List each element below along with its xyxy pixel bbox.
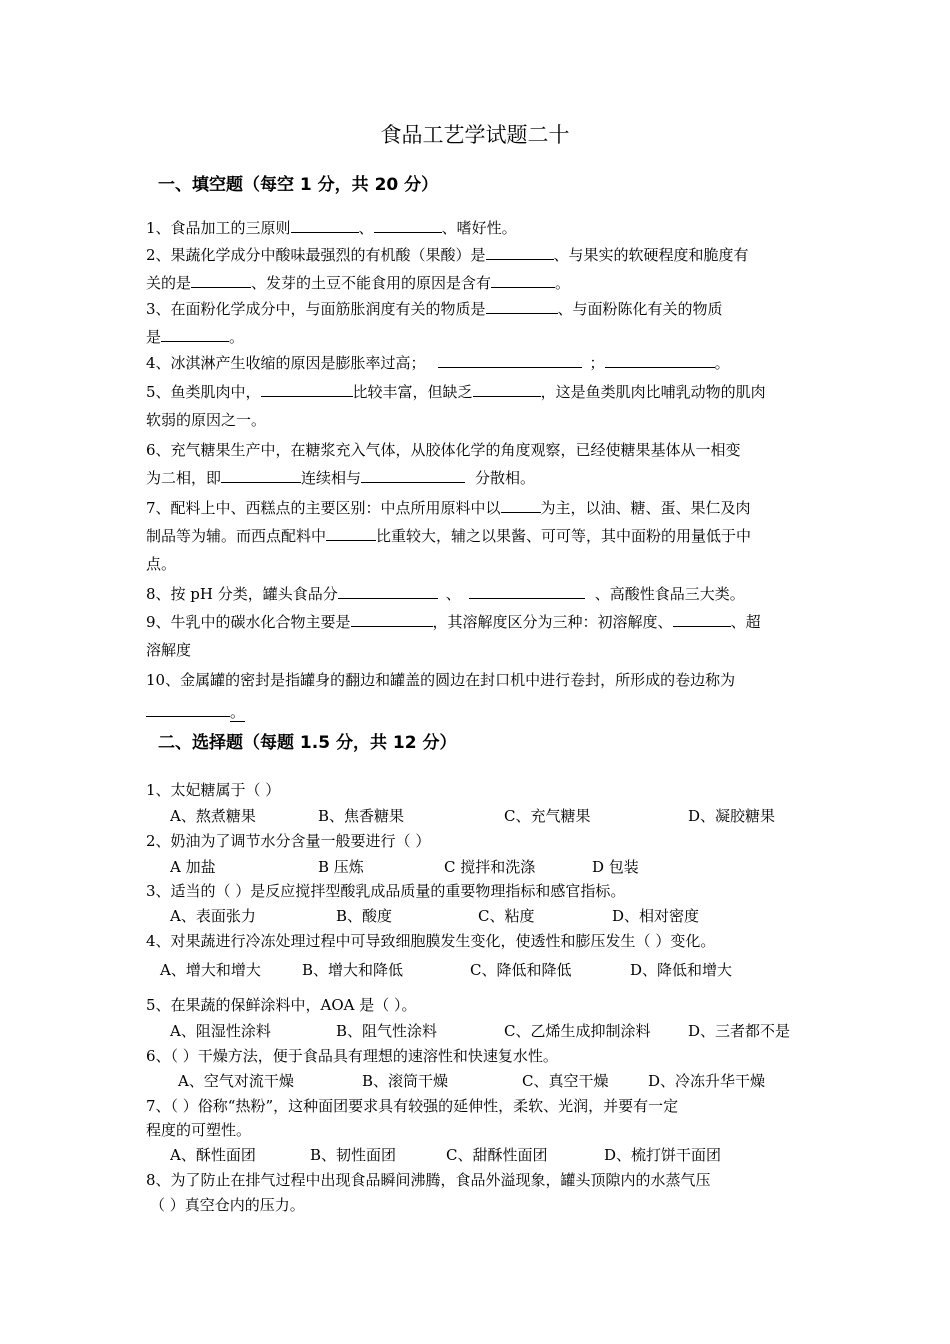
option-c[interactable]: C、粘度 xyxy=(478,907,535,925)
option-d[interactable]: D、梳打饼干面团 xyxy=(604,1146,722,1164)
option-a[interactable]: A、表面张力 xyxy=(170,907,256,925)
answer-blank xyxy=(291,215,359,233)
fill-question-5: 5、鱼类肌肉中， 比较丰富，但缺乏 ，这是鱼类肌肉比哺乳动物的肌肉 软弱的原因之一。 xyxy=(146,378,810,434)
option-c[interactable]: C、乙烯生成抑制涂料 xyxy=(504,1022,651,1040)
choice-question-8-cont: （ ）真空仓内的压力。 xyxy=(150,1196,305,1214)
option-a[interactable]: A、阻湿性涂料 xyxy=(170,1022,271,1040)
answer-blank xyxy=(486,242,554,260)
choice-question-2: 2、奶油为了调节水分含量一般要进行（ ） xyxy=(146,832,431,850)
fill-question-8: 8、按 pH 分类，罐头食品分 、 、高酸性食品三大类。 xyxy=(146,580,810,608)
fill-question-1: 1、食品加工的三原则 、 、嗜好性。 xyxy=(146,214,810,242)
answer-blank xyxy=(221,465,301,483)
answer-blank xyxy=(491,270,555,288)
option-c[interactable]: C、甜酥性面团 xyxy=(446,1146,548,1164)
option-d[interactable]: D、凝胶糖果 xyxy=(688,807,776,825)
choice-question-1: 1、太妃糖属于（ ） xyxy=(146,781,281,799)
option-b[interactable]: B、韧性面团 xyxy=(310,1146,397,1164)
option-c[interactable]: C、降低和降低 xyxy=(470,961,572,979)
option-b[interactable]: B 压炼 xyxy=(318,858,364,876)
choice-question-6: 6、（ ）干燥方法，便于食品具有理想的速溶性和快速复水性。 xyxy=(146,1047,558,1065)
answer-blank xyxy=(361,465,465,483)
answer-blank xyxy=(191,270,251,288)
answer-blank xyxy=(486,296,558,314)
page-title: 食品工艺学试题二十 xyxy=(380,123,570,147)
option-a[interactable]: A、增大和增大 xyxy=(160,961,261,979)
answer-blank xyxy=(351,609,433,627)
answer-blank xyxy=(326,523,376,541)
option-a[interactable]: A 加盐 xyxy=(170,858,216,876)
fill-question-10: 10、金属罐的密封是指罐身的翻边和罐盖的圆边在封口机中进行卷封，所形成的卷边称为 。 xyxy=(146,671,736,721)
option-c[interactable]: C、真空干燥 xyxy=(522,1072,609,1090)
answer-blank xyxy=(261,379,353,397)
answer-blank xyxy=(473,379,541,397)
answer-blank xyxy=(501,495,541,513)
option-c[interactable]: C 搅拌和洗涤 xyxy=(444,858,536,876)
option-b[interactable]: B、酸度 xyxy=(336,907,393,925)
answer-blank xyxy=(673,609,731,627)
option-c[interactable]: C、充气糖果 xyxy=(504,807,591,825)
choice-question-8: 8、为了防止在排气过程中出现食品瞬间沸腾，食品外溢现象，罐头顶隙内的水蒸气压 xyxy=(146,1171,711,1189)
answer-blank xyxy=(374,215,442,233)
option-b[interactable]: B、阻气性涂料 xyxy=(336,1022,438,1040)
fill-question-9: 9、牛乳中的碳水化合物主要是 ，其溶解度区分为三种：初溶解度、 、超 溶解度 xyxy=(146,608,810,664)
answer-blank xyxy=(469,581,585,599)
choice-question-7-cont: 程度的可塑性。 xyxy=(146,1121,252,1139)
option-d[interactable]: D、相对密度 xyxy=(612,907,700,925)
option-b[interactable]: B、增大和降低 xyxy=(302,961,404,979)
option-d[interactable]: D、三者都不是 xyxy=(688,1022,791,1040)
choice-question-7: 7、（ ）俗称“热粉”，这种面团要求具有较强的延伸性，柔软、光润，并要有一定 xyxy=(146,1097,679,1115)
option-d[interactable]: D 包装 xyxy=(592,858,639,876)
option-b[interactable]: B、焦香糖果 xyxy=(318,807,405,825)
option-a[interactable]: A、空气对流干燥 xyxy=(178,1072,294,1090)
answer-blank xyxy=(146,699,230,717)
option-a[interactable]: A、酥性面团 xyxy=(170,1146,256,1164)
option-a[interactable]: A、熬煮糖果 xyxy=(170,807,256,825)
answer-blank xyxy=(161,324,229,342)
answer-blank xyxy=(338,581,438,599)
choice-question-5: 5、在果蔬的保鲜涂料中，AOA 是（ ）。 xyxy=(146,996,417,1014)
fill-question-7: 7、配料上中、西糕点的主要区别：中点所用原料中以 为主，以油、糖、蛋、果仁及肉 制品等为辅。而西点配料中 比重较大，辅之以果酱、可可等，其中面粉的用量低于中 点。 xyxy=(146,494,810,578)
choice-question-4: 4、对果蔬进行冷冻处理过程中可导致细胞膜发生变化，使透性和膨压发生（ ）变化。 xyxy=(146,932,716,950)
answer-blank xyxy=(605,350,715,368)
section2-heading: 二、选择题（每题 1.5 分，共 12 分） xyxy=(158,733,457,753)
fill-question-4: 4、冰淇淋产生收缩的原因是膨胀率过高； ； 。 xyxy=(146,349,810,377)
option-b[interactable]: B、滚筒干燥 xyxy=(362,1072,449,1090)
fill-question-6: 6、充气糖果生产中，在糖浆充入气体，从胶体化学的角度观察，已经使糖果基体从一相变 为二相，即 连续相与 分散相。 xyxy=(146,441,741,487)
fill-question-2: 2、果蔬化学成分中酸味最强烈的有机酸（果酸）是 、与果实的软硬程度和脆度有 关的是 、发芽的土豆不能食用的原因是含有 。 xyxy=(146,241,810,297)
section1-heading: 一、填空题（每空 1 分，共 20 分） xyxy=(158,175,439,195)
option-d[interactable]: D、降低和增大 xyxy=(630,961,733,979)
choice-question-3: 3、适当的（ ）是反应搅拌型酸乳成品质量的重要物理指标和感官指标。 xyxy=(146,882,626,900)
option-d[interactable]: D、冷冻升华干燥 xyxy=(648,1072,766,1090)
fill-question-3: 3、在面粉化学成分中，与面筋胀润度有关的物质是 、与面粉陈化有关的物质 是 。 xyxy=(146,295,810,351)
answer-blank xyxy=(438,350,582,368)
